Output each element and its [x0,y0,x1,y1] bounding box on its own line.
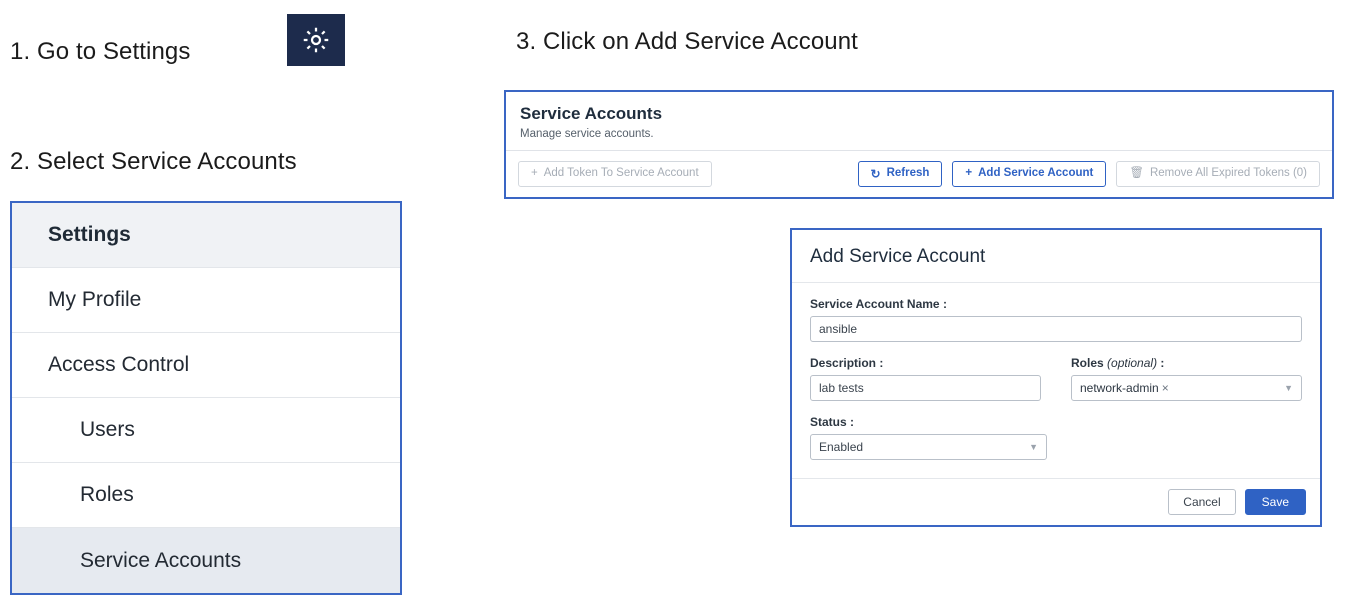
service-account-name-value: ansible [819,322,858,336]
chevron-down-icon: ▼ [1029,441,1038,452]
gear-icon [301,25,331,55]
dialog-title: Add Service Account [792,230,1320,283]
sidebar-item-label: Access Control [48,353,190,376]
sidebar-item-service-accounts[interactable] [12,528,400,593]
remove-all-expired-tokens-button[interactable] [1116,161,1320,187]
add-service-account-label: Add Service Account [978,167,1094,180]
remove-expired-label: Remove All Expired Tokens (0) [1149,167,1307,180]
description-field-group [810,356,1041,401]
status-value: Enabled [819,440,864,454]
status-field-group [810,415,1047,460]
status-label: Status : [810,415,855,429]
refresh-label: Refresh [886,167,930,180]
nav-header-settings [12,203,400,268]
trash-icon: 🗑 [1129,167,1144,180]
step-2-label: 2. Select Service Accounts [10,148,297,175]
role-tag-label: network-admin [1080,381,1159,395]
roles-label-text: Roles [1071,356,1104,370]
add-token-label: Add Token To Service Account [543,167,699,180]
description-value: lab tests [819,381,864,395]
service-accounts-toolbar [506,150,1332,197]
service-account-name-input[interactable] [810,316,1302,342]
sidebar-item-users[interactable] [12,398,400,463]
dialog-body [792,283,1320,478]
description-label: Description : [810,356,884,370]
roles-field-group [1071,356,1302,401]
step-1-label: 1. Go to Settings [10,38,191,65]
status-select[interactable] [810,434,1047,460]
settings-nav-panel [10,201,402,595]
sidebar-item-label: My Profile [48,288,142,311]
roles-label [1071,356,1302,370]
page-subtitle: Manage service accounts. [520,128,654,140]
service-accounts-card-header [506,92,1332,150]
plus-icon: + [965,167,973,180]
description-input[interactable] [810,375,1041,401]
chevron-down-icon: ▼ [1284,382,1293,393]
refresh-button[interactable] [858,161,943,187]
add-token-to-service-account-button[interactable] [518,161,712,187]
add-service-account-dialog [790,228,1322,527]
sidebar-item-my-profile[interactable] [12,268,400,333]
sidebar-item-label: Roles [80,483,134,506]
sidebar-item-roles[interactable] [12,463,400,528]
step-3-label: 3. Click on Add Service Account [516,28,858,55]
roles-label-colon: : [1160,356,1165,370]
add-service-account-button[interactable] [952,161,1106,187]
service-accounts-card [504,90,1334,199]
role-tag-remove-icon[interactable]: × [1161,381,1169,395]
dialog-footer [792,478,1320,525]
save-button[interactable]: Save [1245,489,1306,515]
plus-icon: + [531,167,538,180]
service-account-name-label: Service Account Name : [810,297,947,311]
sidebar-item-label: Users [80,418,135,441]
nav-header-settings-label: Settings [48,223,131,246]
sidebar-item-access-control[interactable] [12,333,400,398]
page-title: Service Accounts [520,104,663,123]
refresh-icon: ↻ [870,167,881,181]
description-roles-row [810,356,1302,401]
sidebar-item-label: Service Accounts [80,548,242,572]
cancel-button[interactable]: Cancel [1168,489,1235,515]
settings-gear-badge[interactable] [287,14,345,66]
roles-optional-text: (optional) [1107,356,1158,370]
role-tag-network-admin [1080,381,1169,395]
roles-select[interactable] [1071,375,1302,401]
